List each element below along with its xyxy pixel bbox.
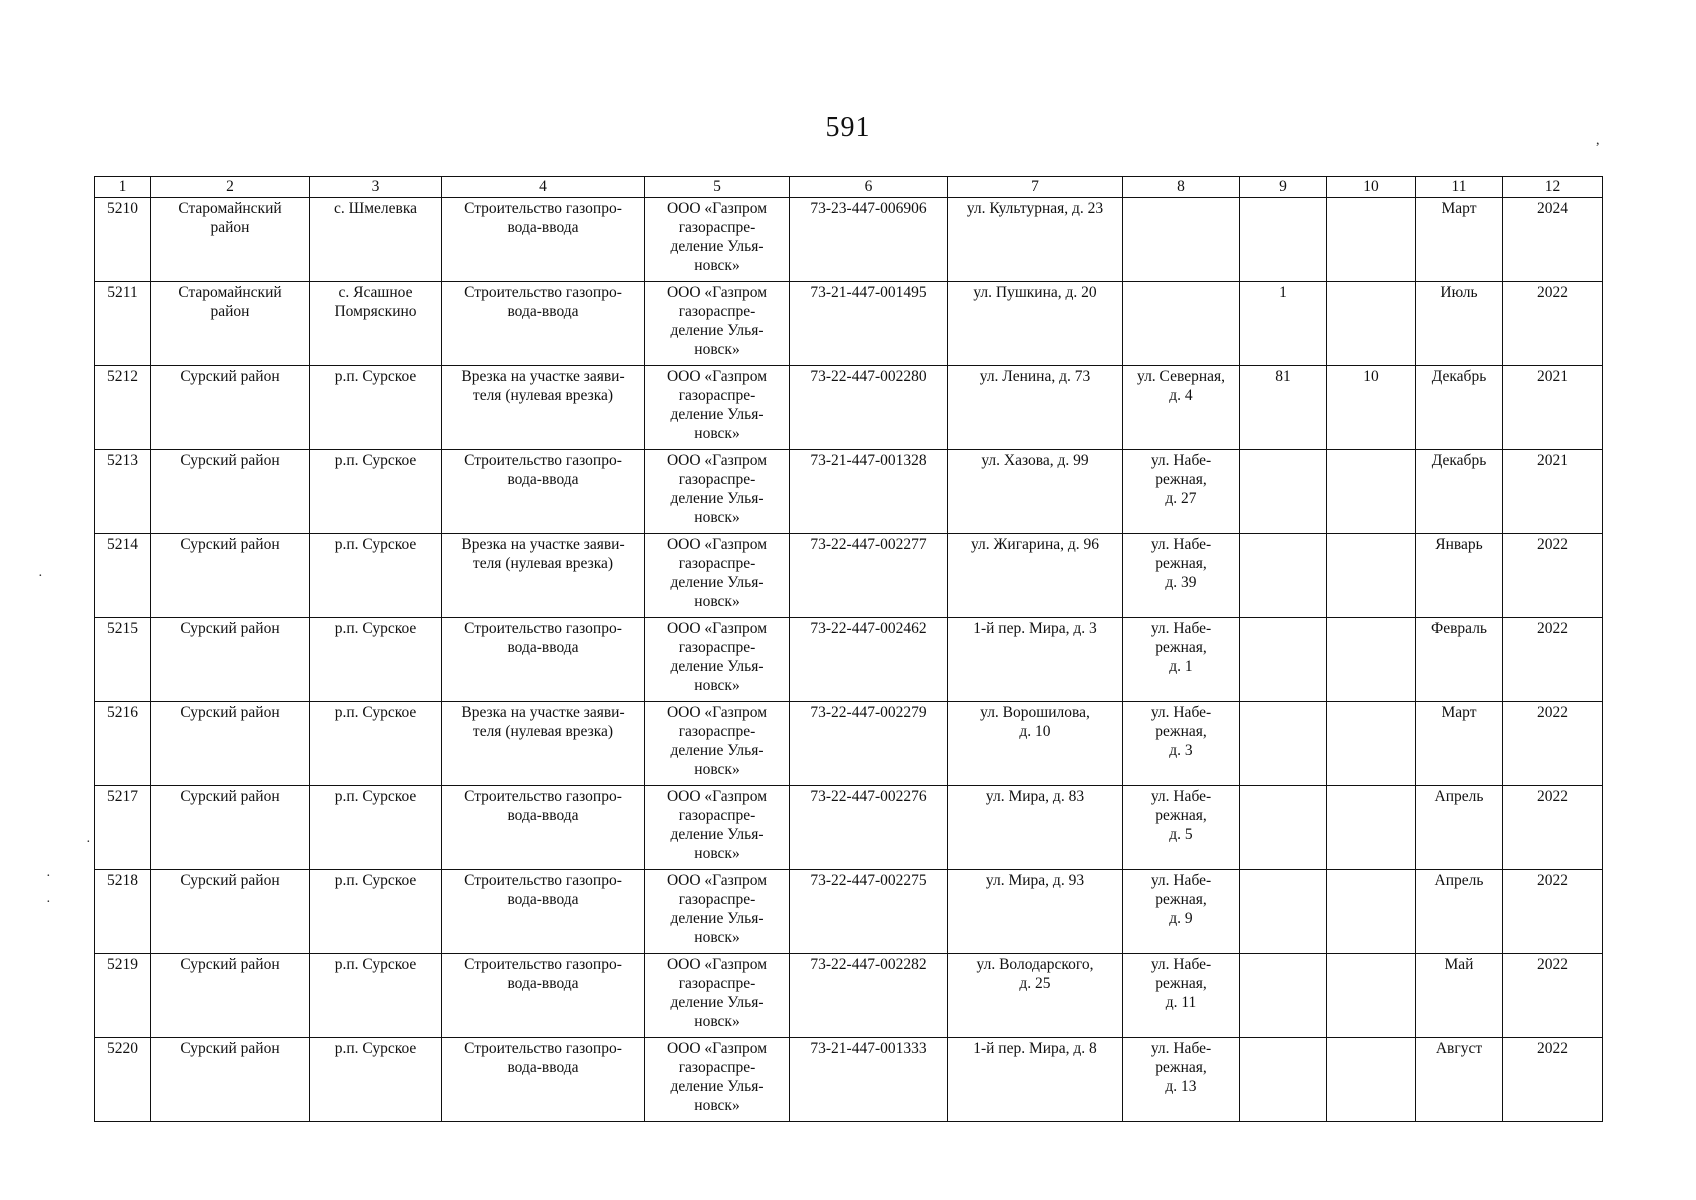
work-type-cell: Строительство газопро- вода-ввода xyxy=(442,870,645,954)
row-number: 5219 xyxy=(95,954,151,1038)
table-row xyxy=(95,1038,1603,1122)
address-cell: ул. Ленина, д. 73 xyxy=(948,366,1123,450)
table-row xyxy=(95,618,1603,702)
column-9-cell xyxy=(1240,786,1327,870)
column-9-cell xyxy=(1240,702,1327,786)
district-cell: Сурский район xyxy=(151,786,310,870)
address-cell: ул. Культурная, д. 23 xyxy=(948,198,1123,282)
month-cell: Январь xyxy=(1416,534,1503,618)
address-cell: ул. Жигарина, д. 96 xyxy=(948,534,1123,618)
column-9-cell: 81 xyxy=(1240,366,1327,450)
row-number: 5220 xyxy=(95,1038,151,1122)
connection-address-cell: ул. Набе- режная, д. 27 xyxy=(1123,450,1240,534)
row-number: 5211 xyxy=(95,282,151,366)
organization-cell: ООО «Газпром газораспре- деление Улья- новск» xyxy=(645,954,790,1038)
locality-cell: с. Шмелевка xyxy=(310,198,442,282)
column-number: 10 xyxy=(1327,177,1416,198)
column-number: 1 xyxy=(95,177,151,198)
district-cell: Сурский район xyxy=(151,954,310,1038)
connection-address-cell xyxy=(1123,282,1240,366)
address-cell: ул. Ворошилова, д. 10 xyxy=(948,702,1123,786)
table-row xyxy=(95,534,1603,618)
district-cell: Сурский район xyxy=(151,702,310,786)
organization-cell: ООО «Газпром газораспре- деление Улья- новск» xyxy=(645,870,790,954)
table-row xyxy=(95,198,1603,282)
work-type-cell: Строительство газопро- вода-ввода xyxy=(442,1038,645,1122)
organization-cell: ООО «Газпром газораспре- деление Улья- новск» xyxy=(645,450,790,534)
work-type-cell: Врезка на участке заяви- теля (нулевая врезка) xyxy=(442,702,645,786)
row-number: 5213 xyxy=(95,450,151,534)
column-number: 7 xyxy=(948,177,1123,198)
work-type-cell: Врезка на участке заяви- теля (нулевая врезка) xyxy=(442,534,645,618)
cadastral-code-cell: 73-21-447-001495 xyxy=(790,282,948,366)
locality-cell: р.п. Сурское xyxy=(310,618,442,702)
cadastral-code-cell: 73-21-447-001328 xyxy=(790,450,948,534)
table-row xyxy=(95,702,1603,786)
month-cell: Май xyxy=(1416,954,1503,1038)
column-9-cell xyxy=(1240,534,1327,618)
column-10-cell xyxy=(1327,534,1416,618)
district-cell: Сурский район xyxy=(151,1038,310,1122)
column-10-cell xyxy=(1327,954,1416,1038)
cadastral-code-cell: 73-22-447-002462 xyxy=(790,618,948,702)
column-10-cell xyxy=(1327,450,1416,534)
year-cell: 2022 xyxy=(1503,1038,1603,1122)
work-type-cell: Строительство газопро- вода-ввода xyxy=(442,786,645,870)
organization-cell: ООО «Газпром газораспре- деление Улья- новск» xyxy=(645,702,790,786)
column-number: 8 xyxy=(1123,177,1240,198)
cadastral-code-cell: 73-21-447-001333 xyxy=(790,1038,948,1122)
column-10-cell xyxy=(1327,870,1416,954)
month-cell: Апрель xyxy=(1416,786,1503,870)
cadastral-code-cell: 73-22-447-002276 xyxy=(790,786,948,870)
work-type-cell: Строительство газопро- вода-ввода xyxy=(442,450,645,534)
organization-cell: ООО «Газпром газораспре- деление Улья- новск» xyxy=(645,198,790,282)
year-cell: 2024 xyxy=(1503,198,1603,282)
work-type-cell: Строительство газопро- вода-ввода xyxy=(442,954,645,1038)
row-number: 5214 xyxy=(95,534,151,618)
page-number: 591 xyxy=(825,112,871,143)
year-cell: 2022 xyxy=(1503,702,1603,786)
connection-address-cell: ул. Набе- режная, д. 13 xyxy=(1123,1038,1240,1122)
month-cell: Апрель xyxy=(1416,870,1503,954)
cadastral-code-cell: 73-22-447-002280 xyxy=(790,366,948,450)
month-cell: Декабрь xyxy=(1416,366,1503,450)
month-cell: Февраль xyxy=(1416,618,1503,702)
column-number: 3 xyxy=(310,177,442,198)
scan-mark: · xyxy=(46,895,51,910)
address-cell: ул. Мира, д. 83 xyxy=(948,786,1123,870)
year-cell: 2021 xyxy=(1503,450,1603,534)
organization-cell: ООО «Газпром газораспре- деление Улья- новск» xyxy=(645,786,790,870)
locality-cell: р.п. Сурское xyxy=(310,786,442,870)
work-type-cell: Строительство газопро- вода-ввода xyxy=(442,198,645,282)
locality-cell: р.п. Сурское xyxy=(310,870,442,954)
row-number: 5212 xyxy=(95,366,151,450)
column-10-cell xyxy=(1327,198,1416,282)
connection-address-cell xyxy=(1123,198,1240,282)
table-row xyxy=(95,954,1603,1038)
address-cell: ул. Володарского, д. 25 xyxy=(948,954,1123,1038)
organization-cell: ООО «Газпром газораспре- деление Улья- новск» xyxy=(645,366,790,450)
district-cell: Сурский район xyxy=(151,534,310,618)
column-9-cell xyxy=(1240,198,1327,282)
column-9-cell xyxy=(1240,870,1327,954)
address-cell: ул. Мира, д. 93 xyxy=(948,870,1123,954)
row-number: 5210 xyxy=(95,198,151,282)
table-row xyxy=(95,786,1603,870)
column-number: 12 xyxy=(1503,177,1603,198)
column-10-cell xyxy=(1327,1038,1416,1122)
scan-mark: · xyxy=(46,869,51,884)
row-number: 5217 xyxy=(95,786,151,870)
table-row xyxy=(95,450,1603,534)
cadastral-code-cell: 73-22-447-002279 xyxy=(790,702,948,786)
year-cell: 2022 xyxy=(1503,954,1603,1038)
column-9-cell xyxy=(1240,954,1327,1038)
locality-cell: с. Ясашное Помряскино xyxy=(310,282,442,366)
table-row xyxy=(95,282,1603,366)
column-number: 6 xyxy=(790,177,948,198)
row-number: 5216 xyxy=(95,702,151,786)
column-9-cell xyxy=(1240,618,1327,702)
address-cell: ул. Хазова, д. 99 xyxy=(948,450,1123,534)
column-9-cell: 1 xyxy=(1240,282,1327,366)
scan-mark: · xyxy=(86,835,91,850)
row-number: 5218 xyxy=(95,870,151,954)
column-9-cell xyxy=(1240,1038,1327,1122)
month-cell: Июль xyxy=(1416,282,1503,366)
year-cell: 2022 xyxy=(1503,618,1603,702)
month-cell: Декабрь xyxy=(1416,450,1503,534)
column-number: 9 xyxy=(1240,177,1327,198)
connection-address-cell: ул. Набе- режная, д. 3 xyxy=(1123,702,1240,786)
year-cell: 2022 xyxy=(1503,786,1603,870)
column-number: 4 xyxy=(442,177,645,198)
register-table xyxy=(94,176,1603,1122)
cadastral-code-cell: 73-22-447-002282 xyxy=(790,954,948,1038)
table-row xyxy=(95,366,1603,450)
connection-address-cell: ул. Набе- режная, д. 9 xyxy=(1123,870,1240,954)
locality-cell: р.п. Сурское xyxy=(310,954,442,1038)
work-type-cell: Строительство газопро- вода-ввода xyxy=(442,618,645,702)
year-cell: 2022 xyxy=(1503,282,1603,366)
organization-cell: ООО «Газпром газораспре- деление Улья- новск» xyxy=(645,618,790,702)
scan-mark: · xyxy=(38,569,43,584)
month-cell: Март xyxy=(1416,702,1503,786)
district-cell: Сурский район xyxy=(151,618,310,702)
district-cell: Сурский район xyxy=(151,366,310,450)
address-cell: 1-й пер. Мира, д. 3 xyxy=(948,618,1123,702)
year-cell: 2021 xyxy=(1503,366,1603,450)
table-row xyxy=(95,870,1603,954)
column-10-cell xyxy=(1327,786,1416,870)
organization-cell: ООО «Газпром газораспре- деление Улья- новск» xyxy=(645,282,790,366)
column-9-cell xyxy=(1240,450,1327,534)
address-cell: ул. Пушкина, д. 20 xyxy=(948,282,1123,366)
column-10-cell xyxy=(1327,702,1416,786)
column-number: 5 xyxy=(645,177,790,198)
year-cell: 2022 xyxy=(1503,534,1603,618)
district-cell: Сурский район xyxy=(151,450,310,534)
column-10-cell: 10 xyxy=(1327,366,1416,450)
column-10-cell xyxy=(1327,618,1416,702)
month-cell: Март xyxy=(1416,198,1503,282)
cadastral-code-cell: 73-22-447-002275 xyxy=(790,870,948,954)
connection-address-cell: ул. Северная, д. 4 xyxy=(1123,366,1240,450)
cadastral-code-cell: 73-22-447-002277 xyxy=(790,534,948,618)
connection-address-cell: ул. Набе- режная, д. 5 xyxy=(1123,786,1240,870)
work-type-cell: Строительство газопро- вода-ввода xyxy=(442,282,645,366)
organization-cell: ООО «Газпром газораспре- деление Улья- новск» xyxy=(645,1038,790,1122)
column-10-cell xyxy=(1327,282,1416,366)
district-cell: Старомайнский район xyxy=(151,282,310,366)
year-cell: 2022 xyxy=(1503,870,1603,954)
district-cell: Старомайнский район xyxy=(151,198,310,282)
locality-cell: р.п. Сурское xyxy=(310,1038,442,1122)
row-number: 5215 xyxy=(95,618,151,702)
connection-address-cell: ул. Набе- режная, д. 11 xyxy=(1123,954,1240,1038)
locality-cell: р.п. Сурское xyxy=(310,450,442,534)
column-number: 2 xyxy=(151,177,310,198)
column-number: 11 xyxy=(1416,177,1503,198)
connection-address-cell: ул. Набе- режная, д. 39 xyxy=(1123,534,1240,618)
locality-cell: р.п. Сурское xyxy=(310,534,442,618)
locality-cell: р.п. Сурское xyxy=(310,366,442,450)
table-header-row xyxy=(95,177,1603,198)
month-cell: Август xyxy=(1416,1038,1503,1122)
locality-cell: р.п. Сурское xyxy=(310,702,442,786)
district-cell: Сурский район xyxy=(151,870,310,954)
organization-cell: ООО «Газпром газораспре- деление Улья- новск» xyxy=(645,534,790,618)
address-cell: 1-й пер. Мира, д. 8 xyxy=(948,1038,1123,1122)
work-type-cell: Врезка на участке заяви- теля (нулевая врезка) xyxy=(442,366,645,450)
scan-mark: , xyxy=(1596,133,1600,148)
connection-address-cell: ул. Набе- режная, д. 1 xyxy=(1123,618,1240,702)
cadastral-code-cell: 73-23-447-006906 xyxy=(790,198,948,282)
